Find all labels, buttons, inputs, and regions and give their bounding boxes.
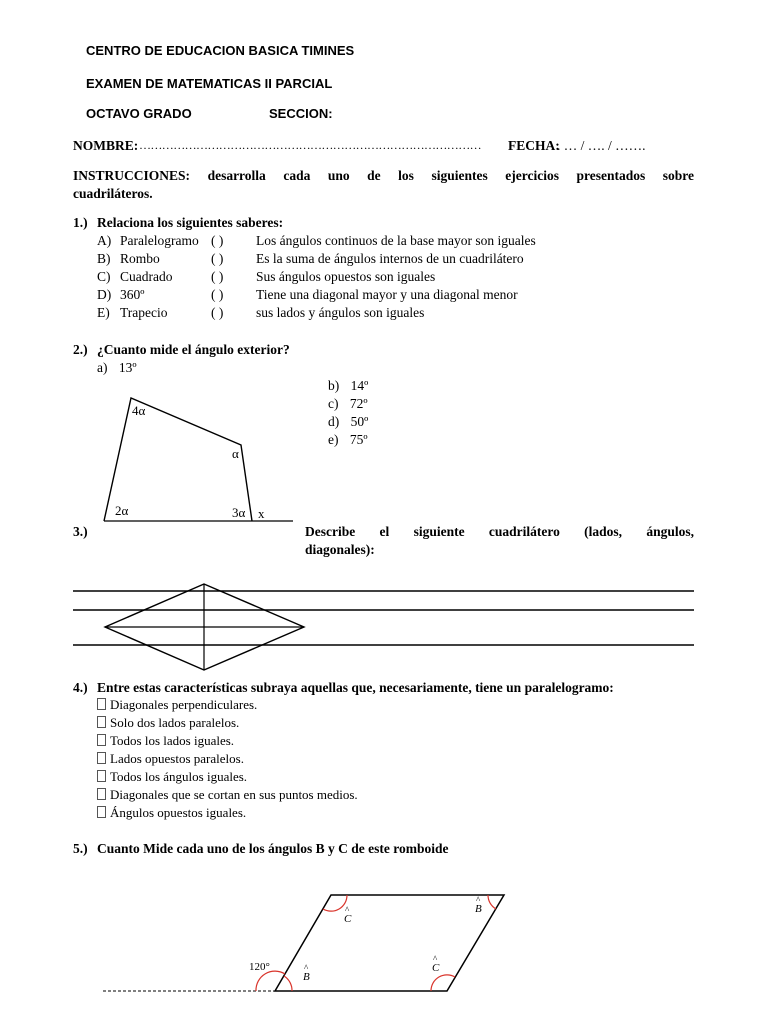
hat-c-top: ^ [345,905,350,915]
q1-row-term: Rombo [120,251,160,266]
q1-row-definition: sus lados y ángulos son iguales [256,305,425,320]
q1-row-paren[interactable]: ( ) [211,287,224,302]
instructions-line1: desarrolla cada uno de los siguientes ejercicios presentados sobre [207,168,695,183]
q4-item-text: Todos los lados iguales. [110,733,235,748]
q4-item-text: Solo dos lados paralelos. [110,715,240,730]
q2-number: 2.) [73,342,88,357]
instructions-line2: cuadriláteros. [73,186,153,201]
label-3a: 3α [232,505,246,520]
q5-title: Cuanto Mide cada uno de los ángulos B y C de este romboide [97,841,449,856]
label-4a: 4α [132,403,146,418]
q1-row-paren[interactable]: ( ) [211,251,224,266]
q1-row-letter: E) [97,305,110,320]
instructions-label: INSTRUCCIONES: [73,168,191,183]
q3-text: Describe el siguiente cuadrilátero (lados, ángulos, [305,524,694,539]
q1-row-letter: A) [97,233,112,248]
label-c-top: C [344,913,352,925]
q1-number: 1.) [73,215,88,230]
q4-title: Entre estas características subraya aquellas que, necesariamente, tiene un paralelogramo: [97,680,614,695]
hat-b-top: ^ [476,895,481,905]
q4-item-text: Ángulos opuestos iguales. [110,805,247,820]
q1-row-term: Paralelogramo [120,233,199,248]
option-value: 14º [350,378,369,393]
label-b-top: B [475,903,482,915]
option-value: 50º [350,414,369,429]
q4-item-text: Diagonales que se cortan en sus puntos medios. [110,787,358,802]
q1-row-definition: Tiene una diagonal mayor y una diagonal menor [256,287,518,302]
exam-title: EXAMEN DE MATEMATICAS II PARCIAL [86,76,333,91]
option-letter: c) [328,396,339,411]
q4-item-text: Diagonales perpendiculares. [110,697,258,712]
label-c-bottom: C [432,962,440,974]
hat-c-bottom: ^ [433,954,438,964]
q3-text-line2: diagonales): [305,542,375,557]
label-120: 120° [249,961,270,973]
q1-row-letter: C) [97,269,111,284]
name-field[interactable]: ……………………………………………………………………………… [139,138,482,152]
q1-row-paren[interactable]: ( ) [211,305,224,320]
label-2a: 2α [115,503,129,518]
q1-title: Relaciona los siguientes saberes: [97,215,284,230]
option-letter: d) [328,414,340,429]
q1-row-definition: Es la suma de ángulos internos de un cuadrilátero [256,251,524,266]
date-label: FECHA: [508,138,560,153]
q1-row-term: 360º [120,287,145,302]
date-field[interactable]: . … / …. / ……. [557,138,646,153]
option-value: 13º [118,360,137,375]
q2-title: ¿Cuanto mide el ángulo exterior? [97,342,290,357]
option-letter: e) [328,432,339,447]
q5-number: 5.) [73,841,88,856]
grade-label: OCTAVO GRADO [86,106,192,121]
hat-b-bottom: ^ [304,963,309,973]
option-value: 75º [349,432,368,447]
name-label: NOMBRE: [73,138,139,153]
label-a: α [232,446,239,461]
q1-row-paren[interactable]: ( ) [211,233,224,248]
option-letter: b) [328,378,340,393]
label-b-bottom: B [303,971,310,983]
option-letter: a) [97,360,108,375]
q1-row-paren[interactable]: ( ) [211,269,224,284]
q1-row-term: Trapecio [120,305,168,320]
q1-row-definition: Sus ángulos opuestos son iguales [256,269,436,284]
section-label: SECCION: [269,106,333,121]
q4-number: 4.) [73,680,88,695]
school-name: CENTRO DE EDUCACION BASICA TIMINES [86,43,355,58]
q1-row-term: Cuadrado [120,269,173,284]
option-value: 72º [349,396,368,411]
q1-row-letter: B) [97,251,111,266]
q4-item-text: Lados opuestos paralelos. [110,751,244,766]
angle-arc-b-bottom [284,976,292,991]
q4-item-text: Todos los ángulos iguales. [110,769,248,784]
q3-number: 3.) [73,524,88,539]
q1-row-letter: D) [97,287,112,302]
label-x: x [258,506,265,521]
q1-row-definition: Los ángulos continuos de la base mayor son iguales [256,233,536,248]
angle-arc-b-top [488,895,496,909]
